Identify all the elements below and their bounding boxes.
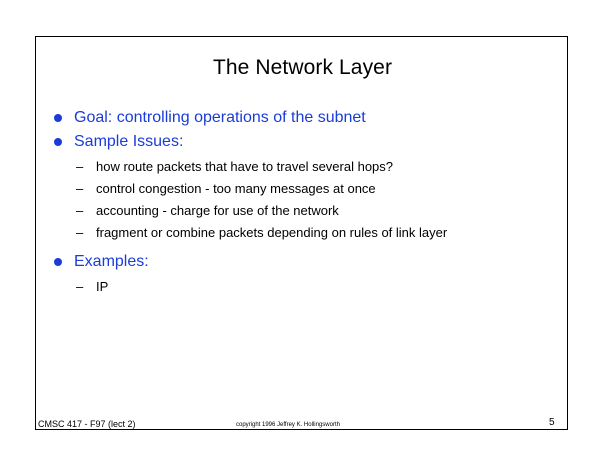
subitem-text: fragment or combine packets depending on rules of link layer xyxy=(96,225,448,240)
dash-icon: – xyxy=(76,203,84,218)
subitem-list xyxy=(74,156,530,244)
subitem-text: IP xyxy=(96,279,109,294)
bullet-item xyxy=(50,132,530,244)
bullet-list xyxy=(50,108,530,306)
footer-copyright: copyright 1996 Jeffrey K. Hollingsworth xyxy=(236,422,340,428)
bullet-dot-icon xyxy=(54,138,62,146)
subitem-text: how route packets that have to travel several hops? xyxy=(96,159,394,174)
subitem xyxy=(74,178,530,200)
dash-icon: – xyxy=(76,225,84,240)
subitem-list xyxy=(74,276,530,298)
bullet-item xyxy=(50,108,530,128)
bullet-item xyxy=(50,252,530,298)
slide-title: The Network Layer xyxy=(212,56,393,79)
dash-icon: – xyxy=(76,181,84,196)
dash-icon: – xyxy=(76,279,84,294)
subitem-text: control congestion - too many messages at once xyxy=(96,181,376,196)
subitem xyxy=(74,276,530,298)
bullet-dot-icon xyxy=(54,258,62,266)
dash-icon: – xyxy=(76,159,84,174)
subitem xyxy=(74,156,530,178)
bullet-text: Goal: controlling operations of the subnet xyxy=(74,109,366,126)
page-number: 5 xyxy=(549,417,555,428)
bullet-text: Examples: xyxy=(74,253,149,270)
subitem xyxy=(74,200,530,222)
subitem-text: accounting - charge for use of the network xyxy=(96,203,339,218)
bullet-dot-icon xyxy=(54,114,62,122)
subitem xyxy=(74,222,530,244)
bullet-text: Sample Issues: xyxy=(74,133,184,150)
footer-course: CMSC 417 - F97 (lect 2) xyxy=(38,419,136,429)
